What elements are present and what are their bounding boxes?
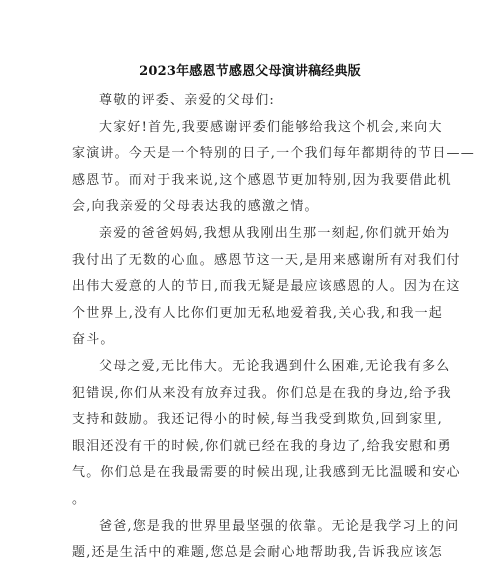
document-body bbox=[72, 88, 475, 567]
paragraph-line: 题,还是生活中的难题,您总是会耐心地帮助我,告诉我应该怎 bbox=[72, 545, 443, 561]
paragraph-line: 我付出了无数的心血。感恩节这一天,是用来感谢所有对我们付 bbox=[72, 252, 461, 268]
paragraph-line: 眼泪还没有干的时候,你们就已经在我的身边了,给我安慰和勇 bbox=[72, 438, 452, 454]
paragraph-line: 家演讲。今天是一个特别的日子,一个我们每年都期待的节日—— bbox=[72, 146, 475, 162]
document-title: 2023年感恩节感恩父母演讲稿经典版 bbox=[139, 64, 361, 79]
paragraph-line: 感恩节。而对于我来说,这个感恩节更加特别,因为我要借此机 bbox=[72, 172, 452, 188]
paragraph-line: 爸爸,您是我的世界里最坚强的依靠。无论是我学习上的问 bbox=[99, 518, 460, 534]
paragraph-line: 亲爱的爸爸妈妈,我想从我刚出生那一刻起,你们就开始为 bbox=[99, 225, 451, 241]
paragraph-line: 。 bbox=[72, 491, 87, 507]
paragraph-line: 会,向我亲爱的父母表达我的感激之情。 bbox=[72, 199, 319, 215]
salutation-line: 尊敬的评委、亲爱的父母们: bbox=[99, 93, 275, 108]
paragraph-line: 犯错误,你们从来没有放弃过我。你们总是在我的身边,给予我 bbox=[72, 385, 452, 401]
paragraph-line: 大家好!首先,我要感谢评委们能够给我这个机会,来向大 bbox=[99, 119, 443, 135]
paragraph-line: 奋斗。 bbox=[72, 332, 115, 348]
paragraph-line: 个世界上,没有人比你们更加无私地爱着我,关心我,和我一起 bbox=[72, 305, 443, 321]
paragraph-line: 支持和鼓励。我还记得小的时候,每当我受到欺负,回到家里, bbox=[72, 412, 443, 428]
paragraph-line: 父母之爱,无比伟大。无论我遇到什么困难,无论我有多么 bbox=[99, 358, 451, 374]
paragraph-line: 出伟大爱意的人的节日,而我无疑是最应该感恩的人。因为在这 bbox=[72, 279, 461, 295]
paragraph-line: 气。你们总是在我最需要的时候出现,让我感到无比温暖和安心 bbox=[72, 465, 461, 481]
